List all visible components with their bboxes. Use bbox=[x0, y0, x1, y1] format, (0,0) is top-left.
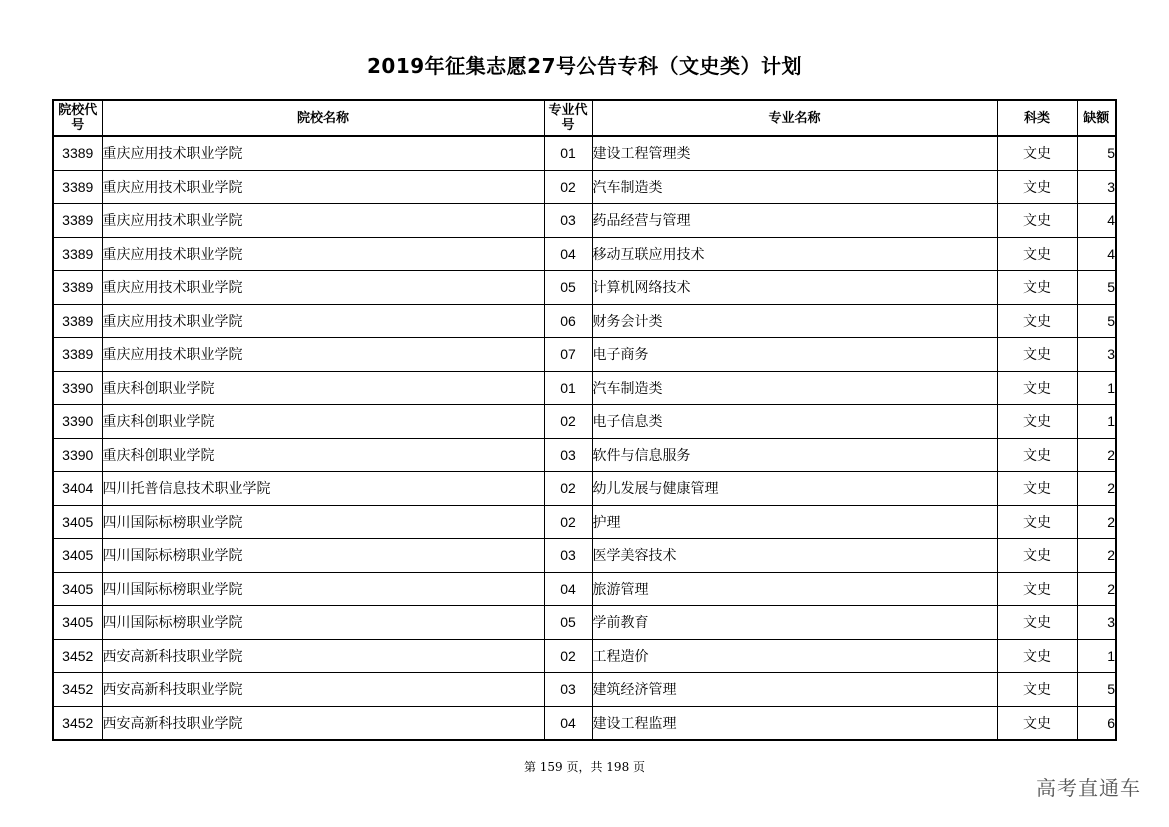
cell-school-name: 重庆应用技术职业学院 bbox=[102, 271, 544, 305]
cell-major-code: 04 bbox=[544, 572, 592, 606]
cell-category: 文史 bbox=[997, 505, 1077, 539]
cell-major-code: 01 bbox=[544, 371, 592, 405]
cell-major-name: 建设工程管理类 bbox=[592, 136, 997, 170]
cell-school-code: 3389 bbox=[53, 271, 102, 305]
cell-major-code: 02 bbox=[544, 505, 592, 539]
header-school-name: 院校名称 bbox=[102, 100, 544, 136]
table-row bbox=[53, 371, 1116, 405]
table-row bbox=[53, 271, 1116, 305]
cell-category: 文史 bbox=[997, 572, 1077, 606]
cell-category: 文史 bbox=[997, 438, 1077, 472]
cell-school-code: 3405 bbox=[53, 505, 102, 539]
cell-major-code: 03 bbox=[544, 204, 592, 238]
cell-quota: 6 bbox=[1077, 706, 1116, 740]
cell-major-name: 建筑经济管理 bbox=[592, 673, 997, 707]
cell-quota: 3 bbox=[1077, 170, 1116, 204]
cell-major-code: 02 bbox=[544, 405, 592, 439]
table-row bbox=[53, 639, 1116, 673]
cell-major-code: 04 bbox=[544, 237, 592, 271]
cell-school-name: 重庆科创职业学院 bbox=[102, 405, 544, 439]
enrollment-plan-table bbox=[52, 99, 1117, 741]
cell-quota: 4 bbox=[1077, 237, 1116, 271]
cell-quota: 3 bbox=[1077, 338, 1116, 372]
cell-school-code: 3389 bbox=[53, 170, 102, 204]
cell-school-name: 重庆科创职业学院 bbox=[102, 438, 544, 472]
cell-school-name: 重庆应用技术职业学院 bbox=[102, 304, 544, 338]
cell-school-name: 四川国际标榜职业学院 bbox=[102, 572, 544, 606]
table-row bbox=[53, 304, 1116, 338]
cell-school-name: 重庆应用技术职业学院 bbox=[102, 136, 544, 170]
cell-quota: 2 bbox=[1077, 572, 1116, 606]
cell-school-name: 西安高新科技职业学院 bbox=[102, 639, 544, 673]
cell-major-code: 06 bbox=[544, 304, 592, 338]
cell-major-name: 电子信息类 bbox=[592, 405, 997, 439]
cell-major-code: 02 bbox=[544, 170, 592, 204]
cell-school-name: 四川托普信息技术职业学院 bbox=[102, 472, 544, 506]
cell-category: 文史 bbox=[997, 271, 1077, 305]
cell-quota: 5 bbox=[1077, 136, 1116, 170]
cell-major-name: 医学美容技术 bbox=[592, 539, 997, 573]
table-row bbox=[53, 204, 1116, 238]
table-row bbox=[53, 237, 1116, 271]
cell-major-name: 护理 bbox=[592, 505, 997, 539]
header-school-code: 院校代号 bbox=[53, 100, 102, 136]
cell-category: 文史 bbox=[997, 136, 1077, 170]
table-row bbox=[53, 606, 1116, 640]
cell-category: 文史 bbox=[997, 237, 1077, 271]
cell-quota: 3 bbox=[1077, 606, 1116, 640]
cell-category: 文史 bbox=[997, 405, 1077, 439]
cell-school-code: 3405 bbox=[53, 572, 102, 606]
cell-major-name: 学前教育 bbox=[592, 606, 997, 640]
cell-quota: 5 bbox=[1077, 304, 1116, 338]
page-title: 2019年征集志愿27号公告专科（文史类）计划 bbox=[367, 54, 802, 78]
header-major-name: 专业名称 bbox=[592, 100, 997, 136]
cell-major-code: 03 bbox=[544, 438, 592, 472]
cell-major-name: 汽车制造类 bbox=[592, 371, 997, 405]
cell-category: 文史 bbox=[997, 706, 1077, 740]
cell-school-code: 3390 bbox=[53, 438, 102, 472]
cell-major-code: 05 bbox=[544, 606, 592, 640]
cell-school-code: 3389 bbox=[53, 136, 102, 170]
cell-school-code: 3390 bbox=[53, 371, 102, 405]
cell-category: 文史 bbox=[997, 606, 1077, 640]
cell-school-code: 3405 bbox=[53, 539, 102, 573]
cell-school-code: 3389 bbox=[53, 338, 102, 372]
header-row bbox=[53, 100, 1116, 136]
cell-school-name: 四川国际标榜职业学院 bbox=[102, 505, 544, 539]
cell-school-code: 3452 bbox=[53, 706, 102, 740]
table-header bbox=[53, 100, 1116, 136]
cell-quota: 2 bbox=[1077, 472, 1116, 506]
cell-school-name: 重庆科创职业学院 bbox=[102, 371, 544, 405]
table-row bbox=[53, 572, 1116, 606]
cell-quota: 1 bbox=[1077, 639, 1116, 673]
cell-quota: 2 bbox=[1077, 505, 1116, 539]
cell-quota: 5 bbox=[1077, 673, 1116, 707]
cell-quota: 4 bbox=[1077, 204, 1116, 238]
header-category: 科类 bbox=[997, 100, 1077, 136]
cell-major-name: 软件与信息服务 bbox=[592, 438, 997, 472]
cell-school-name: 四川国际标榜职业学院 bbox=[102, 606, 544, 640]
table-row bbox=[53, 706, 1116, 740]
watermark-logo-text: 高考直通车 bbox=[1036, 776, 1141, 800]
cell-major-code: 01 bbox=[544, 136, 592, 170]
cell-school-code: 3389 bbox=[53, 237, 102, 271]
cell-category: 文史 bbox=[997, 539, 1077, 573]
cell-category: 文史 bbox=[997, 371, 1077, 405]
cell-quota: 2 bbox=[1077, 438, 1116, 472]
cell-major-name: 移动互联应用技术 bbox=[592, 237, 997, 271]
cell-major-code: 02 bbox=[544, 639, 592, 673]
cell-major-code: 04 bbox=[544, 706, 592, 740]
cell-school-name: 西安高新科技职业学院 bbox=[102, 706, 544, 740]
cell-major-name: 电子商务 bbox=[592, 338, 997, 372]
cell-category: 文史 bbox=[997, 170, 1077, 204]
cell-school-code: 3452 bbox=[53, 639, 102, 673]
cell-major-name: 旅游管理 bbox=[592, 572, 997, 606]
table-row bbox=[53, 170, 1116, 204]
table-row bbox=[53, 505, 1116, 539]
table-row bbox=[53, 673, 1116, 707]
cell-major-code: 05 bbox=[544, 271, 592, 305]
header-major-code: 专业代号 bbox=[544, 100, 592, 136]
cell-quota: 1 bbox=[1077, 405, 1116, 439]
cell-school-name: 重庆应用技术职业学院 bbox=[102, 204, 544, 238]
cell-quota: 1 bbox=[1077, 371, 1116, 405]
cell-school-code: 3389 bbox=[53, 304, 102, 338]
cell-school-name: 重庆应用技术职业学院 bbox=[102, 338, 544, 372]
page-number: 第 159 页，共 198 页 bbox=[523, 760, 646, 774]
cell-major-name: 工程造价 bbox=[592, 639, 997, 673]
cell-major-code: 03 bbox=[544, 539, 592, 573]
table-row bbox=[53, 405, 1116, 439]
cell-major-name: 幼儿发展与健康管理 bbox=[592, 472, 997, 506]
cell-major-code: 07 bbox=[544, 338, 592, 372]
cell-school-code: 3405 bbox=[53, 606, 102, 640]
table-body bbox=[53, 136, 1116, 740]
cell-category: 文史 bbox=[997, 639, 1077, 673]
cell-major-name: 财务会计类 bbox=[592, 304, 997, 338]
header-quota: 缺额 bbox=[1077, 100, 1116, 136]
table-row bbox=[53, 472, 1116, 506]
table-row bbox=[53, 539, 1116, 573]
cell-school-code: 3390 bbox=[53, 405, 102, 439]
cell-major-name: 药品经营与管理 bbox=[592, 204, 997, 238]
cell-category: 文史 bbox=[997, 338, 1077, 372]
cell-category: 文史 bbox=[997, 204, 1077, 238]
cell-school-code: 3452 bbox=[53, 673, 102, 707]
table-row bbox=[53, 438, 1116, 472]
cell-school-name: 重庆应用技术职业学院 bbox=[102, 170, 544, 204]
cell-major-name: 计算机网络技术 bbox=[592, 271, 997, 305]
table-row bbox=[53, 338, 1116, 372]
cell-quota: 2 bbox=[1077, 539, 1116, 573]
cell-major-code: 02 bbox=[544, 472, 592, 506]
cell-category: 文史 bbox=[997, 673, 1077, 707]
cell-category: 文史 bbox=[997, 304, 1077, 338]
cell-major-code: 03 bbox=[544, 673, 592, 707]
cell-major-name: 汽车制造类 bbox=[592, 170, 997, 204]
cell-school-name: 西安高新科技职业学院 bbox=[102, 673, 544, 707]
cell-major-name: 建设工程监理 bbox=[592, 706, 997, 740]
table-row bbox=[53, 136, 1116, 170]
cell-school-name: 四川国际标榜职业学院 bbox=[102, 539, 544, 573]
cell-school-code: 3389 bbox=[53, 204, 102, 238]
cell-category: 文史 bbox=[997, 472, 1077, 506]
cell-quota: 5 bbox=[1077, 271, 1116, 305]
cell-school-name: 重庆应用技术职业学院 bbox=[102, 237, 544, 271]
cell-school-code: 3404 bbox=[53, 472, 102, 506]
